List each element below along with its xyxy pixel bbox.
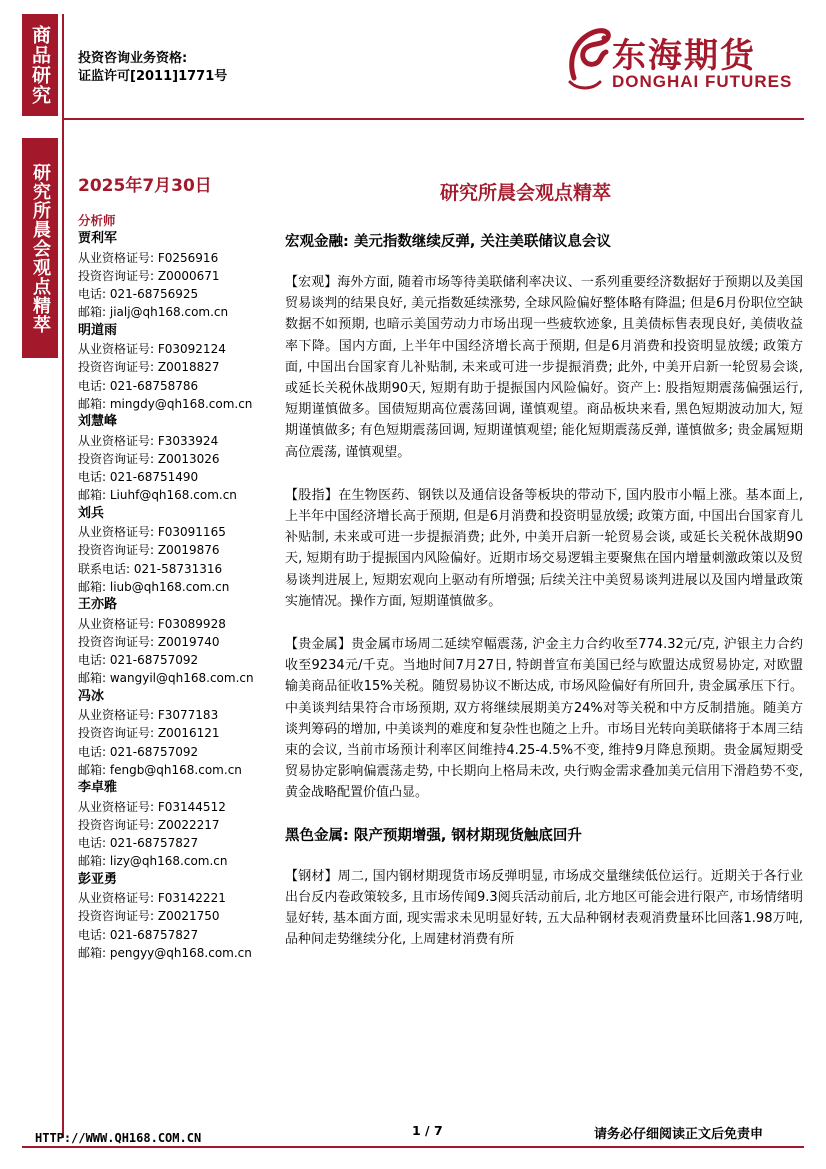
analyst-heading: 分析师 xyxy=(78,213,116,228)
report-body xyxy=(285,232,803,972)
analyst-contact-line: 电话: 021-68757092 xyxy=(78,653,199,668)
header-divider xyxy=(62,118,804,120)
analyst-contact-line: 邮箱: mingdy@qh168.com.cn xyxy=(78,396,253,411)
qualification-line-1: 投资咨询业务资格: xyxy=(78,51,188,66)
qualification-line-2: 证监许可[2011]1771号 xyxy=(78,69,228,84)
analyst-name: 刘兵 xyxy=(78,505,105,521)
analyst-contact-line: 投资咨询证号: Z0000671 xyxy=(78,268,220,283)
analyst-contact-line: 邮箱: Liuhf@qh168.com.cn xyxy=(78,488,237,503)
footer-disclaimer: 请务必仔细阅读正文后免责申 xyxy=(594,1127,764,1142)
analyst-contact-line: 联系电话: 021-58731316 xyxy=(78,561,223,576)
analyst-contact-line: 从业资格证号: F3077183 xyxy=(78,708,219,723)
analyst-contact-line: 投资咨询证号: Z0021750 xyxy=(78,909,220,924)
vertical-divider xyxy=(62,14,64,1138)
section-title: 黑色金属: 限产预期增强, 钢材期现货触底回升 xyxy=(285,827,582,844)
analyst-contact-line: 投资咨询证号: Z0018827 xyxy=(78,360,220,375)
section-ferrous xyxy=(285,826,803,951)
analyst-contact-line: 从业资格证号: F03092124 xyxy=(78,342,226,357)
sidebar-category-label: 商品研究 xyxy=(22,14,58,116)
analyst-contact-line: 从业资格证号: F03091165 xyxy=(78,525,226,540)
analyst-contact-line: 从业资格证号: F03144512 xyxy=(78,799,226,814)
analyst-contact-line: 电话: 021-68757827 xyxy=(78,836,199,851)
analyst-contact-line: 投资咨询证号: Z0019876 xyxy=(78,543,220,558)
paragraph-macro: 【宏观】海外方面, 随着市场等待美联储利率决议、一系列重要经济数据好于预期以及美国贸易谈判的结果良好, 美元指数延续涨势, 全球风险偏好整体略有降温; 但是6月份职位空缺数据不如预期, 也暗示美国劳动力市场出现一些疲软迹象, 且美债标售表现良好, 美债收益率下降。国内方面, 上半年中国经济增长高于预期, 但是6月消费和投资明显放缓; 政策方面, 中国出台国家育儿补贴制, 未来或可进一步提振消费; 此外, 中美开启新一轮贸易会谈, 或延长关税休战期90天, 短期有助于提振国内风险偏好。资产上: 股指短期震荡偏强运行, 短期谨慎做多。国债短期高位震荡回调, 谨慎观望。商品板块来看, 黑色短期波动加大, 短期谨慎做多; 有色短期震荡回调, 短期谨慎观望; 能化短期震荡反弹, 谨慎做多; 贵金属短期高位震荡, 谨慎观望。 xyxy=(285,275,803,460)
analyst-name: 彭亚勇 xyxy=(78,871,118,887)
analyst-contact-line: 电话: 021-68756925 xyxy=(78,287,199,302)
analyst-contact-line: 投资咨询证号: Z0019740 xyxy=(78,634,220,649)
analyst-list xyxy=(78,212,268,962)
analyst-entries xyxy=(78,230,268,962)
logo-en-text: DONGHAI FUTURES xyxy=(612,72,793,91)
footer-website-link[interactable]: HTTP://WWW.QH168.COM.CN xyxy=(35,1131,202,1145)
analyst-contact-line: 邮箱: liub@qh168.com.cn xyxy=(78,579,230,594)
analyst-contact-line: 邮箱: wangyil@qh168.com.cn xyxy=(78,671,254,686)
qualification-info xyxy=(78,50,227,86)
footer-divider xyxy=(22,1146,804,1148)
analyst-contact-line: 投资咨询证号: Z0022217 xyxy=(78,817,220,832)
page-number-text: 1 / 7 xyxy=(412,1123,443,1138)
analyst-contact-line: 电话: 021-68751490 xyxy=(78,470,199,485)
analyst-contact-line: 邮箱: jialj@qh168.com.cn xyxy=(78,305,229,320)
analyst-contact-line: 从业资格证号: F03142221 xyxy=(78,890,226,905)
analyst-contact-line: 投资咨询证号: Z0013026 xyxy=(78,451,220,466)
section-macro xyxy=(285,232,803,804)
analyst-name: 李卓雅 xyxy=(78,780,118,796)
paragraph-stock-index: 【股指】在生物医药、钢铁以及通信设备等板块的带动下, 国内股市小幅上涨。基本面上, 上半年中国经济增长高于预期, 但是6月消费和投资明显放缓; 政策方面, 中国出台国家育儿补贴制, 未来或可进一步提振消费; 此外, 中美开启新一轮贸易会谈, 或延长关税休战期90天, 短期有助于提振国内风险偏好。近期市场交易逻辑主要聚焦在国内增量刺激政策以及贸易谈判进展上, 短期宏观向上驱动有所增强; 后续关注中美贸易谈判进展以及国内增量政策实施情况。操作方面, 短期谨慎做多。 xyxy=(285,487,803,609)
analyst-name: 王亦路 xyxy=(78,597,118,613)
analyst-contact-line: 邮箱: pengyy@qh168.com.cn xyxy=(78,945,252,960)
paragraph-steel: 【钢材】周二, 国内钢材期现货市场反弹明显, 市场成交量继续低位运行。近期关于各行业出台反内卷政策较多, 且市场传闻9.3阅兵活动前后, 北方地区可能会进行限产, 市场情绪明显好转, 基本面方面, 现实需求未见明显好转, 五大品种钢材表观消费量环比回落1.98万吨, 品种间走势继续分化, 上周建材消费有所 xyxy=(285,868,803,948)
page-number xyxy=(412,1123,443,1138)
analyst-contact-line: 电话: 021-68757827 xyxy=(78,927,199,942)
analyst-name: 贾利军 xyxy=(78,231,118,247)
sidebar-report-label: 研究所晨会观点精萃 xyxy=(22,138,58,358)
analyst-contact-line: 电话: 021-68757092 xyxy=(78,744,199,759)
logo-cn-text: 东海期货 xyxy=(612,36,756,76)
analyst-contact-line: 从业资格证号: F03089928 xyxy=(78,616,226,631)
paragraph-precious-metals: 【贵金属】贵金属市场周二延续窄幅震荡, 沪金主力合约收至774.32元/克, 沪银主力合约收至9234元/千克。当地时间7月27日, 特朗普宣布美国已经与欧盟达成贸易协定, 对欧盟输美商品征收15%关税。随贸易协议不断达成, 市场风险偏好有所回升, 贵金属承压下行。中美谈判结果符合市场预期, 双方将继续展期美方24%对等关税和中方反制措施。随美方谈判筹码的增加, 中美谈判的难度和复杂性也随之上升。市场目光转向美联储将于本周三结束的会议, 当前市场预计利率区间维持4.25-4.5%不变, 维持9月降息预期。贵金属短期受贸易协定影响偏震荡走势, 中长期向上格局未改, 央行购金需求叠加美元信用下滑趋势不变, 黄金战略配置价值凸显。 xyxy=(285,637,803,801)
analyst-name: 冯冰 xyxy=(78,688,105,704)
analyst-name: 刘慧峰 xyxy=(78,414,118,430)
report-date: 2025年7月30日 xyxy=(78,176,212,196)
analyst-contact-line: 从业资格证号: F3033924 xyxy=(78,433,219,448)
section-title: 宏观金融: 美元指数继续反弹, 关注美联储议息会议 xyxy=(285,234,611,250)
analyst-contact-line: 从业资格证号: F0256916 xyxy=(78,250,219,265)
analyst-name: 明道雨 xyxy=(78,322,118,338)
analyst-contact-line: 电话: 021-68758786 xyxy=(78,378,199,393)
analyst-contact-line: 邮箱: fengb@qh168.com.cn xyxy=(78,762,242,777)
analyst-contact-line: 邮箱: lizy@qh168.com.cn xyxy=(78,854,228,869)
analyst-contact-line: 投资咨询证号: Z0016121 xyxy=(78,726,220,741)
page-title: 研究所晨会观点精萃 xyxy=(440,182,612,204)
